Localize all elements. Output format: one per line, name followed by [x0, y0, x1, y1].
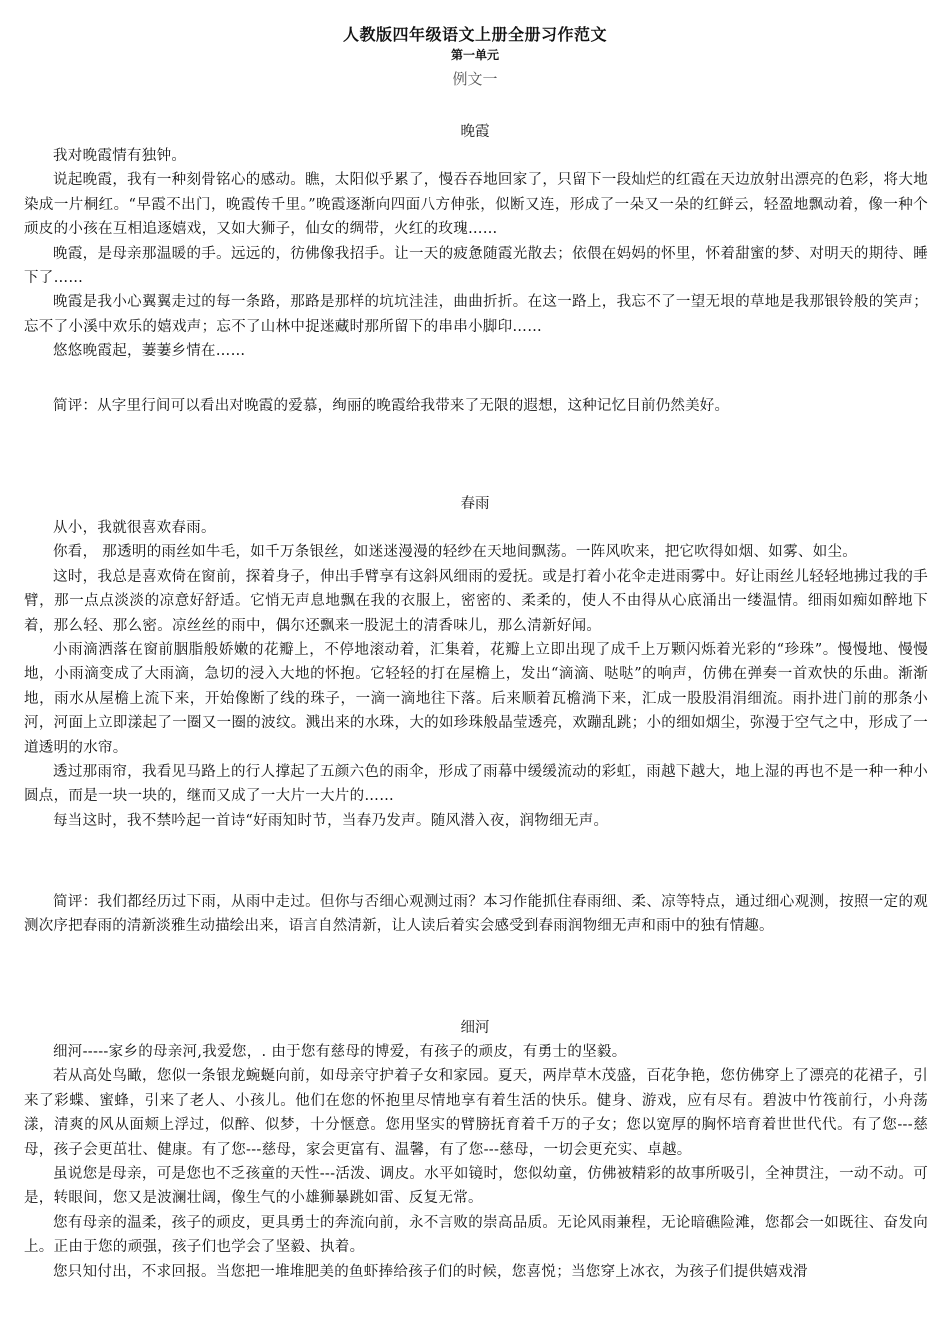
essay-comment: 简评：从字里行间可以看出对晚霞的爱慕，绚丽的晚霞给我带来了无限的遐想，这种记忆目前仍然美好。	[53, 398, 730, 414]
paragraph: 这时，我总是喜欢倚在窗前，探着身子，伸出手臂享有这斜风细雨的爱抚。或是打着小花伞走进雨雾中。好让雨丝儿轻轻地拂过我的手臂，那一点点淡淡的凉意好舒适。它悄无声息地飘在我的衣服上，密密的、柔柔的，使人不由得从心底涌出一缕温情。细雨如痴如醉地下着，那么轻、那么密。凉丝丝的雨中，偶尔还飘来一股泥土的清香味儿，那么清新好闻。	[24, 568, 928, 634]
essay-body	[24, 516, 928, 833]
unit-heading: 第一单元	[450, 48, 499, 62]
example-label: 例文一	[452, 70, 498, 88]
paragraph: 每当这时，我不禁吟起一首诗“好雨知时节，当春乃发声。随风潜入夜，润物细无声。	[53, 812, 609, 829]
essay-comment: 简评：我们都经历过下雨，从雨中走过。但你与否细心观测过雨？本习作能抓住春雨细、柔、凉等特点，通过细心观测，按照一定的观测次序把春雨的清新淡雅生动描绘出来，语言自然清新，让人读后着实会感受到春雨润物细无声和雨中的独有情趣。	[24, 894, 928, 935]
essay-title: 细河	[460, 1020, 490, 1036]
document-title: 人教版四年级语文上册全册习作范文	[342, 25, 607, 44]
essay-title: 春雨	[460, 496, 490, 512]
essay-title: 晚霞	[460, 124, 490, 140]
essay-body	[24, 144, 928, 364]
paragraph: 虽说您是母亲，可是您也不乏孩童的天性---活泼、调皮。水平如镜时，您似幼童，仿佛被精彩的故事所吸引，全神贯注，一动不动。可是，转眼间，您又是波澜壮阔，像生气的小雄狮暴跳如雷、反复无常。	[24, 1166, 928, 1207]
paragraph: 晚霞，是母亲那温暖的手。远远的，彷佛像我招手。让一天的疲惫随霞光散去；依偎在妈妈的怀里，怀着甜蜜的梦、对明天的期待、睡下了……	[24, 245, 928, 287]
paragraph: 我对晚霞情有独钟。	[53, 148, 187, 164]
paragraph: 晚霞是我小心翼翼走过的每一条路，那路是那样的坑坑洼洼，曲曲折折。在这一路上，我忘不了一望无垠的草地是我那银铃般的笑声；忘不了小溪中欢乐的嬉戏声；忘不了山林中捉迷藏时那所留下的串串小脚印……	[24, 294, 928, 335]
paragraph: 您只知付出，不求回报。当您把一堆堆肥美的鱼虾捧给孩子们的时候，您喜悦；当您穿上冰衣，为孩子们提供嬉戏滑	[53, 1263, 808, 1280]
paragraph: 您有母亲的温柔，孩子的顽皮，更具勇士的奔流向前，永不言败的崇高品质。无论风雨兼程，无论暗礁险滩，您都会一如既往、奋发向上。正由于您的顽强，孩子们也学会了坚毅、执着。	[24, 1214, 928, 1256]
essay-body	[24, 1040, 928, 1284]
paragraph: 悠悠晚霞起，萋萋乡情在……	[53, 343, 246, 360]
paragraph: 细河-----家乡的母亲河,我爱您，. 由于您有慈母的博爱，有孩子的顽皮，有勇士的坚毅。	[53, 1044, 627, 1060]
paragraph: 说起晚霞，我有一种刻骨铭心的感动。瞧，太阳似乎累了，慢吞吞地回家了，只留下一段灿烂的红霞在天边放射出漂亮的色彩，将大地染成一片桐红。“早霞不出门，晚霞传千里。”晚霞逐渐向四面八方伸张，似断又连，形成了一朵又一朵的红鲜云，轻盈地飘动着，像一种个顽皮的小孩在互相追逐嬉戏，又如大狮子，仙女的绸带，火红的玫瑰……	[24, 172, 928, 238]
paragraph: 从小，我就很喜欢春雨。	[53, 520, 216, 536]
paragraph: 小雨滴洒落在窗前胭脂般娇嫩的花瓣上，不停地滚动着，汇集着，花瓣上立即出现了成千上万颗闪烁着光彩的“珍珠”。慢慢地、慢慢地，小雨滴变成了大雨滴，急切的浸入大地的怀抱。它轻轻的打在屋檐上，发出“滴滴、哒哒”的响声，仿佛在弹奏一首欢快的乐曲。渐渐地，雨水从屋檐上流下来，开始像断了线的珠子，一滴一滴地往下落。后来顺着瓦檐淌下来，汇成一股股涓涓细流。雨扑进门前的那条小河，河面上立即漾起了一圈又一圈的波纹。溅出来的水珠，大的如珍珠般晶莹透亮，欢蹦乱跳；小的细如烟尘，弥漫于空气之中，形成了一道透明的水帘。	[24, 642, 928, 756]
paragraph: 透过那雨帘，我看见马路上的行人撑起了五颜六色的雨伞，形成了雨幕中缓缓流动的彩虹，雨越下越大，地上湿的再也不是一种一种小圆点，而是一块一块的，继而又成了一大片一大片的……	[24, 764, 928, 805]
paragraph: 若从高处鸟瞰，您似一条银龙蜿蜒向前，如母亲守护着子女和家园。夏天，两岸草木茂盛，百花争艳，您仿佛穿上了漂亮的花裙子，引来了彩蝶、蜜蜂，引来了老人、小孩儿。他们在您的怀抱里尽情地享有着生活的快乐。健身、游戏，应有尽有。碧波中竹筏前行，小舟荡漾，清爽的风从面颊上浮过，似醉、似梦，十分惬意。您用坚实的臂膀抚育着千万的子女；您以宽厚的胸怀培育着世世代代。有了您---慈母，孩子会更茁壮、健康。有了您---慈母，家会更富有、温馨，有了您---慈母，一切会更充实、卓越。	[24, 1068, 928, 1158]
paragraph: 你看， 那透明的雨丝如牛毛，如千万条银丝，如迷迷漫漫的轻纱在天地间飘荡。一阵风吹来，把它吹得如烟、如雾、如尘。	[53, 544, 858, 561]
